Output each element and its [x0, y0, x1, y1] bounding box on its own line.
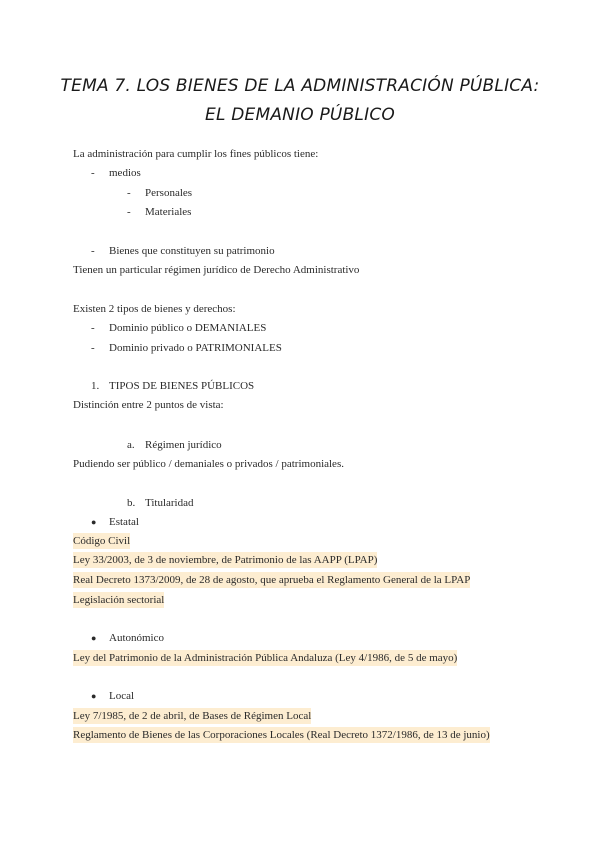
- regimen-text: Tienen un particular régimen jurídico de Derecho Administrativo: [73, 264, 360, 276]
- autonomico-ref: Ley del Patrimonio de la Administración Pública Andaluza (Ley 4/1986, de 5 de mayo): [73, 652, 458, 664]
- title-line-2: EL DEMANIO PÚBLICO: [205, 105, 395, 125]
- bullet-icon: ●: [91, 633, 97, 643]
- list-item-materiales: Materiales: [145, 206, 192, 218]
- item-b-title: Titularidad: [145, 497, 194, 509]
- dash-marker: -: [127, 187, 131, 199]
- estatal-ref: Legislación sectorial: [73, 594, 165, 606]
- local-ref: Ley 7/1985, de 2 de abril, de Bases de Régimen Local: [73, 710, 312, 722]
- bullet-local: Local: [109, 690, 135, 702]
- dash-marker: -: [91, 342, 95, 354]
- list-item-dominio-publico: Dominio público o DEMANIALES: [109, 322, 267, 334]
- estatal-ref: Código Civil: [73, 535, 131, 547]
- estatal-ref: Real Decreto 1373/2009, de 28 de agosto, que aprueba el Reglamento General de la LPAP: [73, 574, 471, 586]
- bullet-estatal: Estatal: [109, 516, 139, 528]
- item-a-label: a.: [127, 439, 135, 451]
- tipos-intro: Existen 2 tipos de bienes y derechos:: [73, 303, 236, 315]
- bullet-icon: ●: [91, 517, 97, 527]
- section-1-number: 1.: [91, 380, 100, 392]
- dash-marker: -: [91, 245, 95, 257]
- intro-text: La administración para cumplir los fines públicos tiene:: [73, 148, 319, 160]
- local-ref: Reglamento de Bienes de las Corporaciones Locales (Real Decreto 1372/1986, de 13 de junio): [73, 729, 490, 741]
- distincion-text: Distinción entre 2 puntos de vista:: [73, 399, 224, 411]
- dash-marker: -: [91, 167, 95, 179]
- bullet-autonomico: Autonómico: [109, 632, 164, 644]
- list-item-bienes-patrimonio: Bienes que constituyen su patrimonio: [109, 245, 275, 257]
- item-a-text: Pudiendo ser público / demaniales o privados / patrimoniales.: [73, 458, 344, 470]
- section-1-title: TIPOS DE BIENES PÚBLICOS: [109, 380, 255, 392]
- dash-marker: -: [127, 206, 131, 218]
- dash-marker: -: [91, 322, 95, 334]
- item-a-title: Régimen jurídico: [145, 439, 222, 451]
- item-b-label: b.: [127, 497, 136, 509]
- list-item-dominio-privado: Dominio privado o PATRIMONIALES: [109, 342, 282, 354]
- bullet-icon: ●: [91, 691, 97, 701]
- list-item-personales: Personales: [145, 187, 193, 199]
- title-line-1: TEMA 7. LOS BIENES DE LA ADMINISTRACIÓN PÚBLICA:: [60, 76, 540, 96]
- list-item-medios: medios: [109, 167, 141, 179]
- estatal-ref: Ley 33/2003, de 3 de noviembre, de Patrimonio de las AAPP (LPAP): [73, 554, 378, 566]
